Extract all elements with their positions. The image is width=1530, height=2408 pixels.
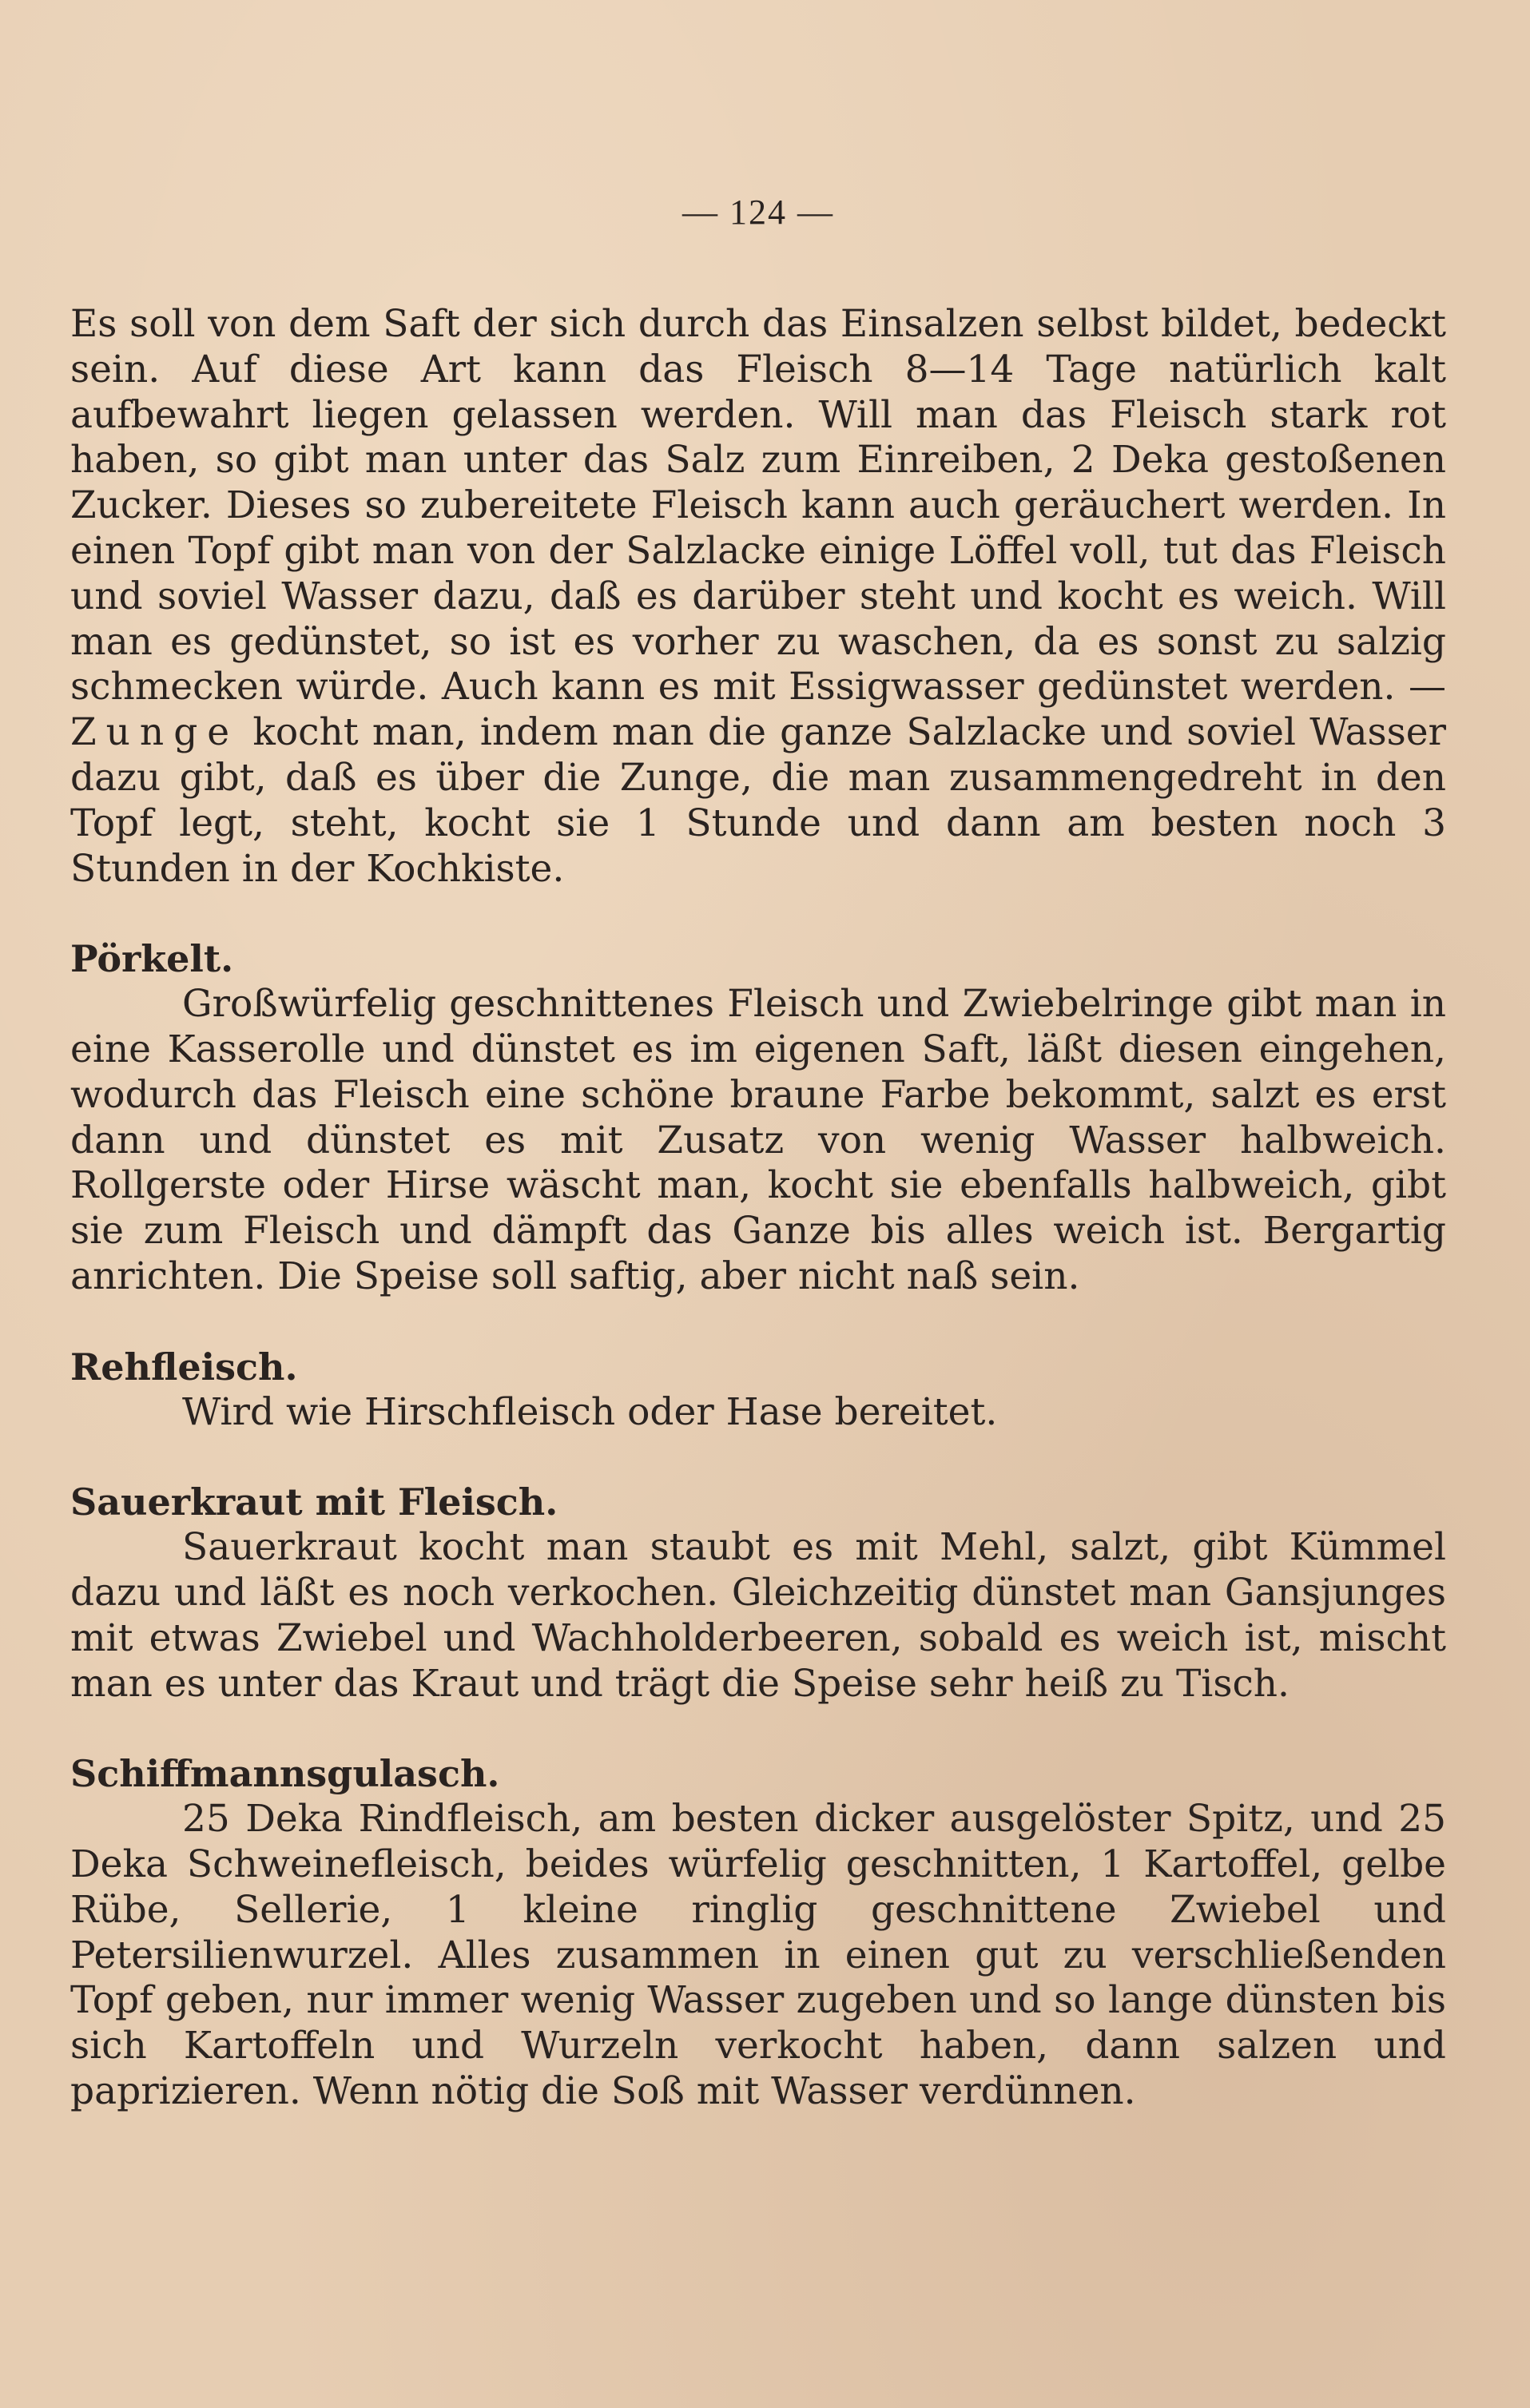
recipe-paragraph: Großwürfelig geschnittenes Fleisch und Zwiebelringe gibt man in eine Kasserolle und dünstet es im eigenen Saft, läßt diesen eingehen, wodurch das Fleisch eine schöne braune Farbe bekommt, salzt es erst dann und dünstet es mit Zusatz von wenig Wasser halbweich. Rollgerste oder Hirse wäscht man, kocht sie ebenfalls halbweich, gibt sie zum Fleisch und dämpft das Ganze bis alles weich ist. Bergartig anrichten. Die Speise soll saftig, aber nicht naß sein.: [70, 982, 1446, 1298]
book-page: [70, 0, 1446, 2408]
recipe-heading: Sauerkraut mit Fleisch.: [70, 1480, 558, 1524]
recipe-paragraph: Sauerkraut kocht man staubt es mit Mehl, salzt, gibt Kümmel dazu und läßt es noch verkochen. Gleichzeitig dünstet man Gansjunges mit etwas Zwiebel und Wachholderbeeren, sobald es weich ist, mischt man es unter das Kraut und trägt die Speise sehr heiß zu Tisch.: [70, 1525, 1446, 1706]
recipe-paragraph: Wird wie Hirschfleisch oder Hase bereitet.: [182, 1389, 998, 1434]
recipe-heading: Pörkelt.: [70, 937, 234, 981]
recipe-paragraph: 25 Deka Rindfleisch, am besten dicker ausgelöster Spitz, und 25 Deka Schweinefleisch, beides würfelig geschnitten, 1 Kartoffel, gelbe Rübe, Sellerie, 1 kleine ringlig geschnittene Zwiebel und Petersilienwurzel. Alles zusammen in einen gut zu verschließenden Topf geben, nur immer wenig Wasser zugeben und so lange dünsten bis sich Kartoffeln und Wurzeln verkocht haben, dann salzen und paprizieren. Wenn nötig die Soß mit Wasser verdünnen.: [70, 1797, 1446, 2113]
emphasized-term: Zunge: [70, 710, 240, 755]
continuation-paragraph: [70, 302, 1446, 892]
paragraph-text: kocht man, indem man die ganze Salzlacke und soviel Wasser dazu gibt, daß es über die Zunge, die man zusammengedreht in den Topf legt, steht, kocht sie 1 Stunde und dann am besten noch 3 Stunden in der Kochkiste.: [70, 710, 1446, 891]
paragraph-text: Es soll von dem Saft der sich durch das Einsalzen selbst bildet, bedeckt sein. Auf diese Art kann das Fleisch 8—14 Tage natürlich kalt aufbewahrt liegen gelassen werden. Will man das Fleisch stark rot haben, so gibt man unter das Salz zum Einreiben, 2 Deka gestoßenen Zucker. Dieses so zubereitete Fleisch kann auch geräuchert werden. In einen Topf gibt man von der Salzlacke einige Löffel voll, tut das Fleisch und soviel Wasser dazu, daß es darüber steht und kocht es weich. Will man es gedünstet, so ist es vorher zu waschen, da es sonst zu salzig schmecken würde. Auch kann es mit Essigwasser gedünstet werden. —: [70, 302, 1446, 709]
page-content: [70, 302, 1446, 2115]
recipe-heading: Schiffmannsgulasch.: [70, 1752, 500, 1796]
recipe-heading: Rehfleisch.: [70, 1345, 298, 1389]
page-number: — 124 —: [682, 193, 834, 232]
